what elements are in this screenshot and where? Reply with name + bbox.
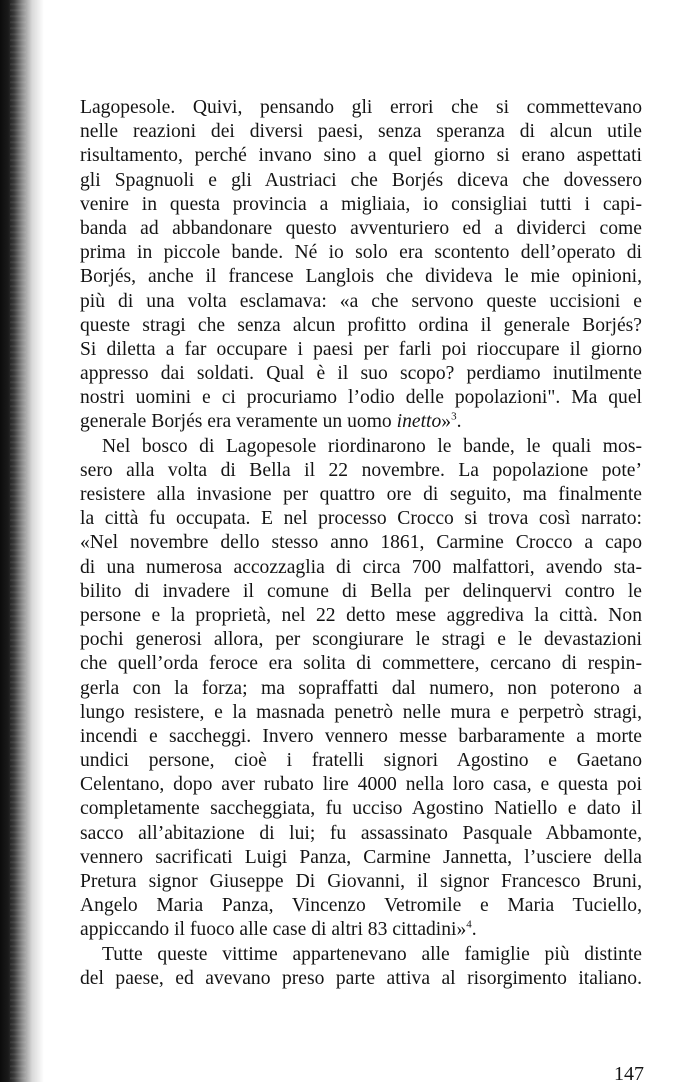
text-line <box>80 531 642 555</box>
text-line-content: Celentano, dopo aver rubato lire 4000 nella loro casa, e questa poi <box>80 774 642 796</box>
text-line <box>80 507 642 531</box>
text-line-content: pochi generosi allora, per scongiurare le stragi e le devastazioni <box>80 629 642 651</box>
text-line <box>80 604 642 628</box>
text-line <box>80 822 642 846</box>
italic-word: inetto <box>396 411 442 433</box>
text-line <box>80 749 642 773</box>
text-line-content: undici persone, cioè i fratelli signori Agostino e Gaetano <box>80 750 642 772</box>
text-line <box>80 96 642 120</box>
text-line-content: banda ad abbandonare questo avventuriero ed a dividerci come <box>80 217 642 239</box>
text-line-content: «Nel novembre dello stesso anno 1861, Carmine Crocco a capo <box>80 532 642 554</box>
text-line-content: generale Borjés era veramente un uomo <box>80 411 397 433</box>
text-line <box>80 144 642 168</box>
text-line <box>80 580 642 604</box>
text-line-content: sacco all’abitazione di lui; fu assassinato Pasquale Abbamonte, <box>80 822 642 844</box>
text-line <box>80 386 642 410</box>
text-line-content: Nel bosco di Lagopesole riordinarono le bande, le quali mos- <box>102 435 642 457</box>
text-line-content: che quell’orda feroce era solita di commettere, cercano di respin- <box>80 653 642 675</box>
text-line-content: vennero sacrificati Luigi Panza, Carmine Jannetta, l’usciere della <box>80 846 642 868</box>
text-line-content: gli Spagnuoli e gli Austriaci che Borjés diceva che dovessero <box>80 169 642 191</box>
text-line-content: più di una volta esclamava: «a che servono queste uccisioni e <box>80 290 642 312</box>
text-line <box>80 193 642 217</box>
text-line <box>80 265 642 289</box>
text-line-content: bilito di invadere il comune di Bella per delinquervi contro le <box>80 580 642 602</box>
text-line-content: lungo resistere, e la masnada penetrò nelle mura e perpetrò stragi, <box>80 701 642 723</box>
text-line <box>80 435 642 459</box>
text-line-content: di una numerosa accozzaglia di circa 700 malfattori, avendo sta- <box>80 556 642 578</box>
text-line-content: la città fu occupata. E nel processo Crocco si trova così narrato: <box>80 508 642 530</box>
text-line-content: risultamento, perché invano sino a quel giorno si erano aspettati <box>80 145 642 167</box>
text-line-content: Pretura signor Giuseppe Di Giovanni, il signor Francesco Bruni, <box>80 871 642 892</box>
text-line <box>80 362 642 386</box>
text-line <box>80 797 642 821</box>
text-line <box>80 967 642 991</box>
page-text <box>80 96 642 991</box>
text-line <box>80 290 642 314</box>
text-line <box>80 314 642 338</box>
text-line <box>80 241 642 265</box>
text-line <box>80 169 642 193</box>
text-line <box>80 410 642 434</box>
text-line <box>80 483 642 507</box>
text-line-content: resistere alla invasione per quattro ore di seguito, ma finalmente <box>80 484 642 505</box>
text-line <box>80 846 642 870</box>
text-line <box>80 677 642 701</box>
text-line-content: gerla con la forza; ma sopraffatti dal numero, non poterono a <box>80 677 642 699</box>
text-line-content: appresso dai soldati. Qual è il suo scopo? perdiamo inutilmente <box>80 363 642 385</box>
text-line-content: nelle reazioni dei diversi paesi, senza speranza di alcun utile <box>80 121 642 143</box>
text-line <box>80 943 642 967</box>
closing-quote: » <box>441 411 452 433</box>
book-binding-edge <box>0 0 44 1082</box>
text-line <box>80 338 642 362</box>
text-line-content: sero alla volta di Bella il 22 novembre. La popolazione pote’ <box>80 459 642 481</box>
text-line <box>80 217 642 241</box>
text-line <box>80 894 642 918</box>
text-line-content: del paese, ed avevano preso parte attiva al risorgimento italiano. <box>80 967 642 989</box>
text-line <box>80 870 642 894</box>
text-line-content: persone e la proprietà, nel 22 detto mese aggrediva la città. Non <box>80 604 642 626</box>
line-tail-punctuation: . <box>456 411 462 433</box>
text-line <box>80 556 642 580</box>
text-line <box>80 459 642 483</box>
text-line-content: prima in piccole bande. Né io solo era scontento dell’operato di <box>80 242 642 264</box>
text-line-content: Tutte queste vittime appartenevano alle famiglie più distinte <box>102 943 642 965</box>
text-line <box>80 725 642 749</box>
text-line <box>80 652 642 676</box>
page-number: 147 <box>614 1063 644 1085</box>
text-line-content: Angelo Maria Panza, Vincenzo Vetromile e Maria Tuciello, <box>80 895 642 917</box>
text-line-content: completamente saccheggiata, fu ucciso Agostino Natiello e dato il <box>80 798 642 820</box>
text-line-content: queste stragi che senza alcun profitto ordina il generale Borjés? <box>80 314 642 336</box>
footnote-marker: 4 <box>466 918 472 931</box>
text-line-content: incendi e saccheggi. Invero vennero messe barbaramente a morte <box>80 725 642 747</box>
text-line-content: Borjés, anche il francese Langlois che divideva le mie opinioni, <box>80 266 642 288</box>
text-line-content: nostri uomini e ci procuriamo l’odio delle popolazioni". Ma quel <box>80 387 642 409</box>
text-line-content: Si diletta a far occupare i paesi per farli poi rioccupare il giorno <box>80 338 642 360</box>
text-line-content: venire in questa provincia a migliaia, io consigliai tutti i capi- <box>80 193 642 215</box>
text-line-content: appiccando il fuoco alle case di altri 83 cittadini» <box>80 919 467 941</box>
text-line <box>80 701 642 725</box>
text-line <box>80 773 642 797</box>
line-tail-punctuation: . <box>471 919 477 941</box>
text-line <box>80 628 642 652</box>
text-line <box>80 918 642 942</box>
footnote-marker: 3 <box>451 410 457 423</box>
text-line <box>80 120 642 144</box>
text-line-content: Lagopesole. Quivi, pensando gli errori che si commettevano <box>80 97 642 118</box>
